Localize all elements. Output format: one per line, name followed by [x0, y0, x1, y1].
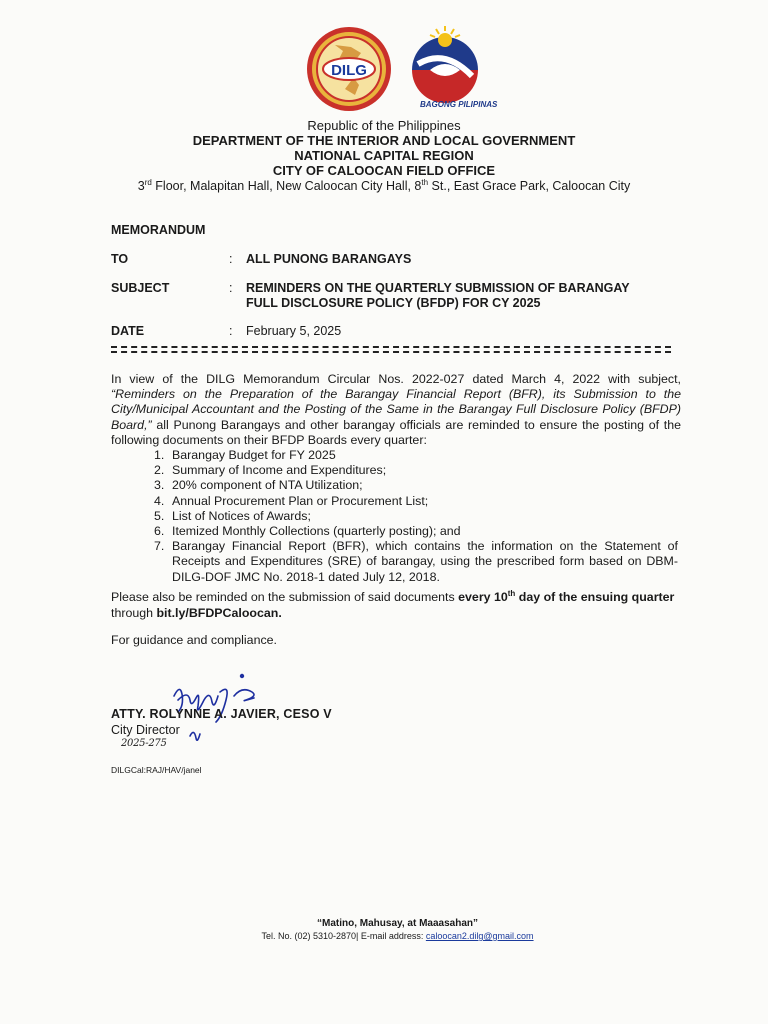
- office-address: 3rd Floor, Malapitan Hall, New Caloocan City Hall, 8th St., East Grace Park, Caloocan City: [137, 177, 631, 193]
- list-item: 4. Annual Procurement Plan or Procurement List;: [154, 493, 429, 508]
- guidance-line: For guidance and compliance.: [111, 633, 277, 647]
- double-rule-divider: [111, 346, 671, 353]
- header-logos: [300, 20, 520, 110]
- office-name: CITY OF CALOOCAN FIELD OFFICE: [272, 163, 496, 178]
- intro-paragraph: In view of the DILG Memorandum Circular Nos. 2022-027 dated March 4, 2022 with subject, “Reminders on the Preparation of the Barangay Financial Report (BFR), its Submission to the City/Municipal Accountant and the Posting of the Same in the Barangay Full Disclosure Policy (BFDP) Board,” all Punong Barangays and other barangay officials are reminded to ensure the posting of the following documents on their BFDP Boards every quarter:: [111, 372, 681, 447]
- bagong-pilipinas-emblem-icon: [400, 24, 490, 104]
- document-list: [111, 448, 681, 585]
- circular-title: “Reminders on the Preparation of the Barangay Financial Report (BFR), its Submission to the City/Municipal Accountant and the Posting of the Same in the Barangay Full Disclosure Policy (BFDP) Board,”: [111, 387, 681, 432]
- list-item: 7. Barangay Financial Report (BFR), which contains the information on the Statement of Receipts and Expenditures (SRE) of barangay, using the prescribed form based on DBM-DILG-DOF JMC No. 2018-1 dated July 12, 2018.: [154, 539, 678, 584]
- footer-motto: “Matino, Mahusay, at Maaasahan”: [317, 918, 478, 929]
- handwritten-date: 2025-275: [121, 738, 167, 749]
- signatory-name: ATTY. ROLYNNE A. JAVIER, CESO V: [111, 707, 332, 721]
- to-colon: :: [229, 252, 233, 266]
- reminder-paragraph: Please also be reminded on the submission of said documents every 10th day of the ensuing quarter through bit.ly/BFDPCaloocan.: [111, 588, 675, 620]
- subject-value: REMINDERS ON THE QUARTERLY SUBMISSION OF BARANGAY FULL DISCLOSURE POLICY (BFDP) FOR CY 2025: [246, 281, 630, 310]
- signatory-position: City Director: [111, 723, 180, 737]
- date-value: February 5, 2025: [246, 324, 342, 338]
- date-colon: :: [229, 324, 233, 338]
- list-item: 1. Barangay Budget for FY 2025: [154, 448, 336, 463]
- date-label: DATE: [111, 324, 145, 338]
- subject-colon: :: [229, 281, 233, 295]
- footer-contact: Tel. No. (02) 5310-2870| E-mail address: caloocan2.dilg@gmail.com: [261, 931, 534, 941]
- subject-label: SUBJECT: [111, 281, 170, 295]
- memo-body: [111, 372, 681, 585]
- list-item: 2. Summary of Income and Expenditures;: [154, 463, 387, 478]
- reference-initials: DILGCal:RAJ/HAV/janel: [111, 765, 202, 775]
- list-item: 6. Itemized Monthly Collections (quarterly posting); and: [154, 524, 461, 539]
- list-item: 5. List of Notices of Awards;: [154, 508, 311, 523]
- region-name: NATIONAL CAPITAL REGION: [294, 148, 474, 163]
- dilg-seal-icon: [305, 25, 393, 113]
- list-item: 3. 20% component of NTA Utilization;: [154, 478, 363, 493]
- republic-line: Republic of the Philippines: [307, 118, 461, 133]
- to-label: TO: [111, 252, 129, 266]
- department-name: DEPARTMENT OF THE INTERIOR AND LOCAL GOVERNMENT: [192, 133, 576, 148]
- submission-link[interactable]: bit.ly/BFDPCaloocan.: [156, 606, 282, 620]
- email-link[interactable]: caloocan2.dilg@gmail.com: [425, 931, 534, 941]
- letterhead: [0, 118, 768, 194]
- svg-text:DILG: DILG: [331, 62, 367, 79]
- page-footer: [0, 917, 768, 942]
- bagong-pilipinas-label: BAGONG PILIPINAS: [420, 100, 498, 109]
- to-value: ALL PUNONG BARANGAYS: [246, 252, 412, 266]
- memorandum-label: MEMORANDUM: [111, 223, 206, 237]
